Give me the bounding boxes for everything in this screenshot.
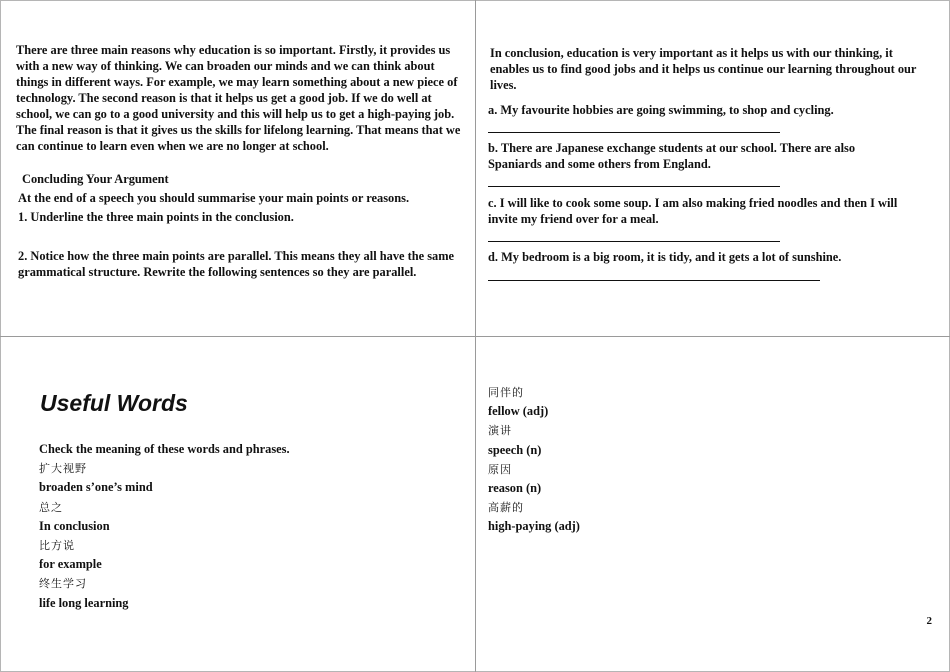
useful-words-list-right [488, 383, 580, 537]
intro-paragraph: There are three main reasons why education is so important. Firstly, it provides us with a new way of thinking. We can broaden our minds and we can think about things in different ways. For example, we may learn something about a new piece of technology. The second reason is that it helps us get a good job. If we do well at school, we can go to a good university and this will help us to get a high-paying job. The final reason is that it gives us the skills for lifelong learning. That means that we can continue to learn even when we are no longer at school. [16, 43, 461, 153]
vocab-chinese: 终生学习 [39, 577, 87, 591]
vocab-english: fellow (adj) [488, 404, 549, 419]
exercise-a: a. My favourite hobbies are going swimming, to shop and cycling. [488, 103, 834, 117]
useful-words-list-left [39, 440, 290, 613]
vocab-chinese: 原因 [488, 462, 512, 476]
vocab-chinese: 扩大视野 [39, 462, 87, 476]
vocab-chinese: 演讲 [488, 424, 512, 438]
answer-line-d[interactable] [488, 280, 820, 281]
exercise-c: c. I will like to cook some soup. I am also making fried noodles and then I will invite my friend over for a meal. [488, 196, 898, 226]
task-2: 2. Notice how the three main points are parallel. This means they all have the same grammatical structure. Rewrite the following sentences so they are parallel. [18, 249, 455, 279]
vocab-chinese: 总之 [39, 500, 63, 514]
section-heading: Concluding Your Argument [22, 172, 169, 186]
conclusion-paragraph: In conclusion, education is very important as it helps us with our thinking, it enables us to find good jobs and it helps us continue our learning throughout our lives. [490, 46, 917, 92]
vocab-english: for example [39, 557, 102, 572]
exercise-d: d. My bedroom is a big room, it is tidy, and it gets a lot of sunshine. [488, 250, 842, 264]
vocab-english: broaden s’one’s mind [39, 480, 153, 495]
page-number: 2 [926, 615, 932, 627]
vocab-english: reason (n) [488, 481, 542, 496]
useful-words-title: Useful Words [40, 390, 188, 416]
instruction-text: At the end of a speech you should summarise your main points or reasons. [18, 191, 410, 205]
task-1: 1. Underline the three main points in the conclusion. [18, 210, 294, 224]
answer-line-b[interactable] [488, 186, 780, 187]
answer-line-a[interactable] [488, 132, 780, 133]
vocab-english: life long learning [39, 595, 129, 610]
vocab-chinese: 同伴的 [488, 386, 524, 399]
exercise-b: b. There are Japanese exchange students at our school. There are also Spaniards and some others from England. [488, 141, 856, 171]
vocab-chinese: 比方说 [39, 539, 75, 553]
vocab-english: speech (n) [488, 442, 542, 457]
vocab-english: In conclusion [39, 518, 110, 533]
vocab-chinese: 高薪的 [488, 501, 524, 515]
vocab-english: high-paying (adj) [488, 519, 580, 534]
answer-line-c[interactable] [488, 241, 780, 242]
horizontal-divider [0, 336, 950, 337]
vocab-instruction: Check the meaning of these words and phrases. [39, 442, 290, 456]
